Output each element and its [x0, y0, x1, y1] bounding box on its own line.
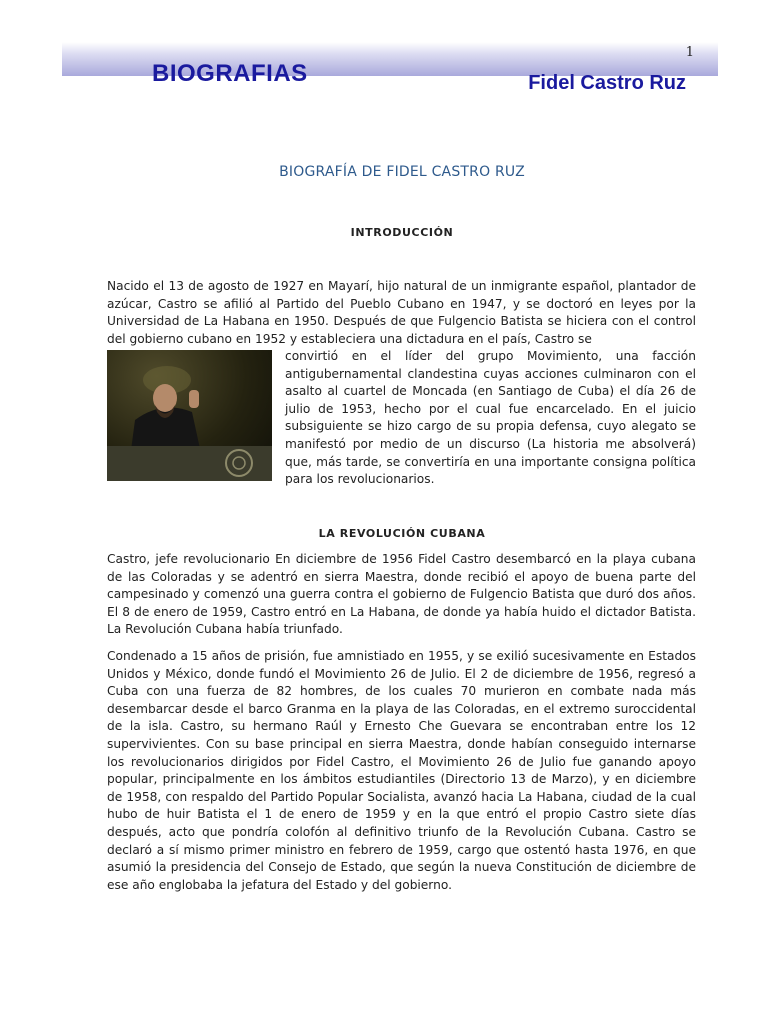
page-number: 1	[685, 45, 694, 60]
revolution-paragraph-1: Castro, jefe revolucionario En diciembre de 1956 Fidel Castro desembarcó en la playa cubana de las Coloradas y se adentró en sierra Maestra, donde recibió el apoyo de buena parte del campesinado y comenzó una guerra contra el gobierno de Fulgencio Batista que duró dos años. El 8 de enero de 1959, Castro entró en La Habana, de donde ya había huido el dictador Batista. La Revolución Cubana había triunfado.	[107, 552, 696, 637]
header-brand: BIOGRAFIAS	[152, 60, 308, 87]
intro-paragraph-wrap: convirtió en el líder del grupo Movimiento, una facción antigubernamental clandestina cuyas acciones culminaron con el asalto al cuartel de Moncada (en Santiago de Cuba) el día 26 de julio de 1953, hecho por el cual fue encarcelado. En el juicio subsiguiente se hizo cargo de su propia defensa, cuyo alegato se manifestó por medio de un discurso (La historia me absolverá) que, más tarde, se convertiría en una importante consigna política para los revolucionarios.	[285, 349, 696, 487]
section-heading-revolucion: LA REVOLUCIÓN CUBANA	[318, 527, 486, 540]
document-title: BIOGRAFÍA DE FIDEL CASTRO RUZ	[279, 164, 525, 180]
header-person-name: Fidel Castro Ruz	[528, 72, 686, 94]
intro-paragraph: Nacido el 13 de agosto de 1927 en Mayarí, hijo natural de un inmigrante español, plantador de azúcar, Castro se afilió al Partido del Pueblo Cubano en 1947, y se doctoró en leyes por la Universidad de La Habana en 1950. Después de que Fulgencio Batista se hiciera con el control del gobierno cubano en 1952 y estableciera una dictadura en el país, Castro se	[107, 279, 696, 346]
revolution-paragraph-2: Condenado a 15 años de prisión, fue amnistiado en 1955, y se exilió sucesivamente en Estados Unidos y México, donde fundó el Movimiento 26 de Julio. El 2 de diciembre de 1956, regresó a Cuba con una fuerza de 82 hombres, de los cuales 70 murieron en combate nada más desembarcar desde el barco Granma en la playa de las Coloradas, en el extremo suroccidental de la isla. Castro, su hermano Raúl y Ernesto Che Guevara se encontraban entre los 12 supervivientes. Con su base principal en sierra Maestra, donde habían conseguido internarse los revolucionarios dirigidos por Fidel Castro, el Movimiento 26 de Julio fue ganando apoyo popular, principalmente en los ámbitos estudiantiles (Directorio 13 de Marzo), y en diciembre de 1958, con respaldo del Partido Popular Socialista, avanzó hacia La Habana, ciudad de la cual hubo de huir Batista el 1 de enero de 1959 y en la que entró el propio Castro siete días después, acto que pondría colofón al definitivo triunfo de la Revolución Cubana. Castro se declaró a sí mismo primer ministro en febrero de 1959, cargo que ostentó hasta 1976, en que asumió la presidencia del Consejo de Estado, que según la nueva Constitución de diciembre de ese año englobaba la jefatura del Estado y del gobierno.	[107, 649, 696, 892]
fidel-castro-photo	[107, 350, 272, 481]
section-heading-introduccion: INTRODUCCIÓN	[350, 226, 454, 239]
